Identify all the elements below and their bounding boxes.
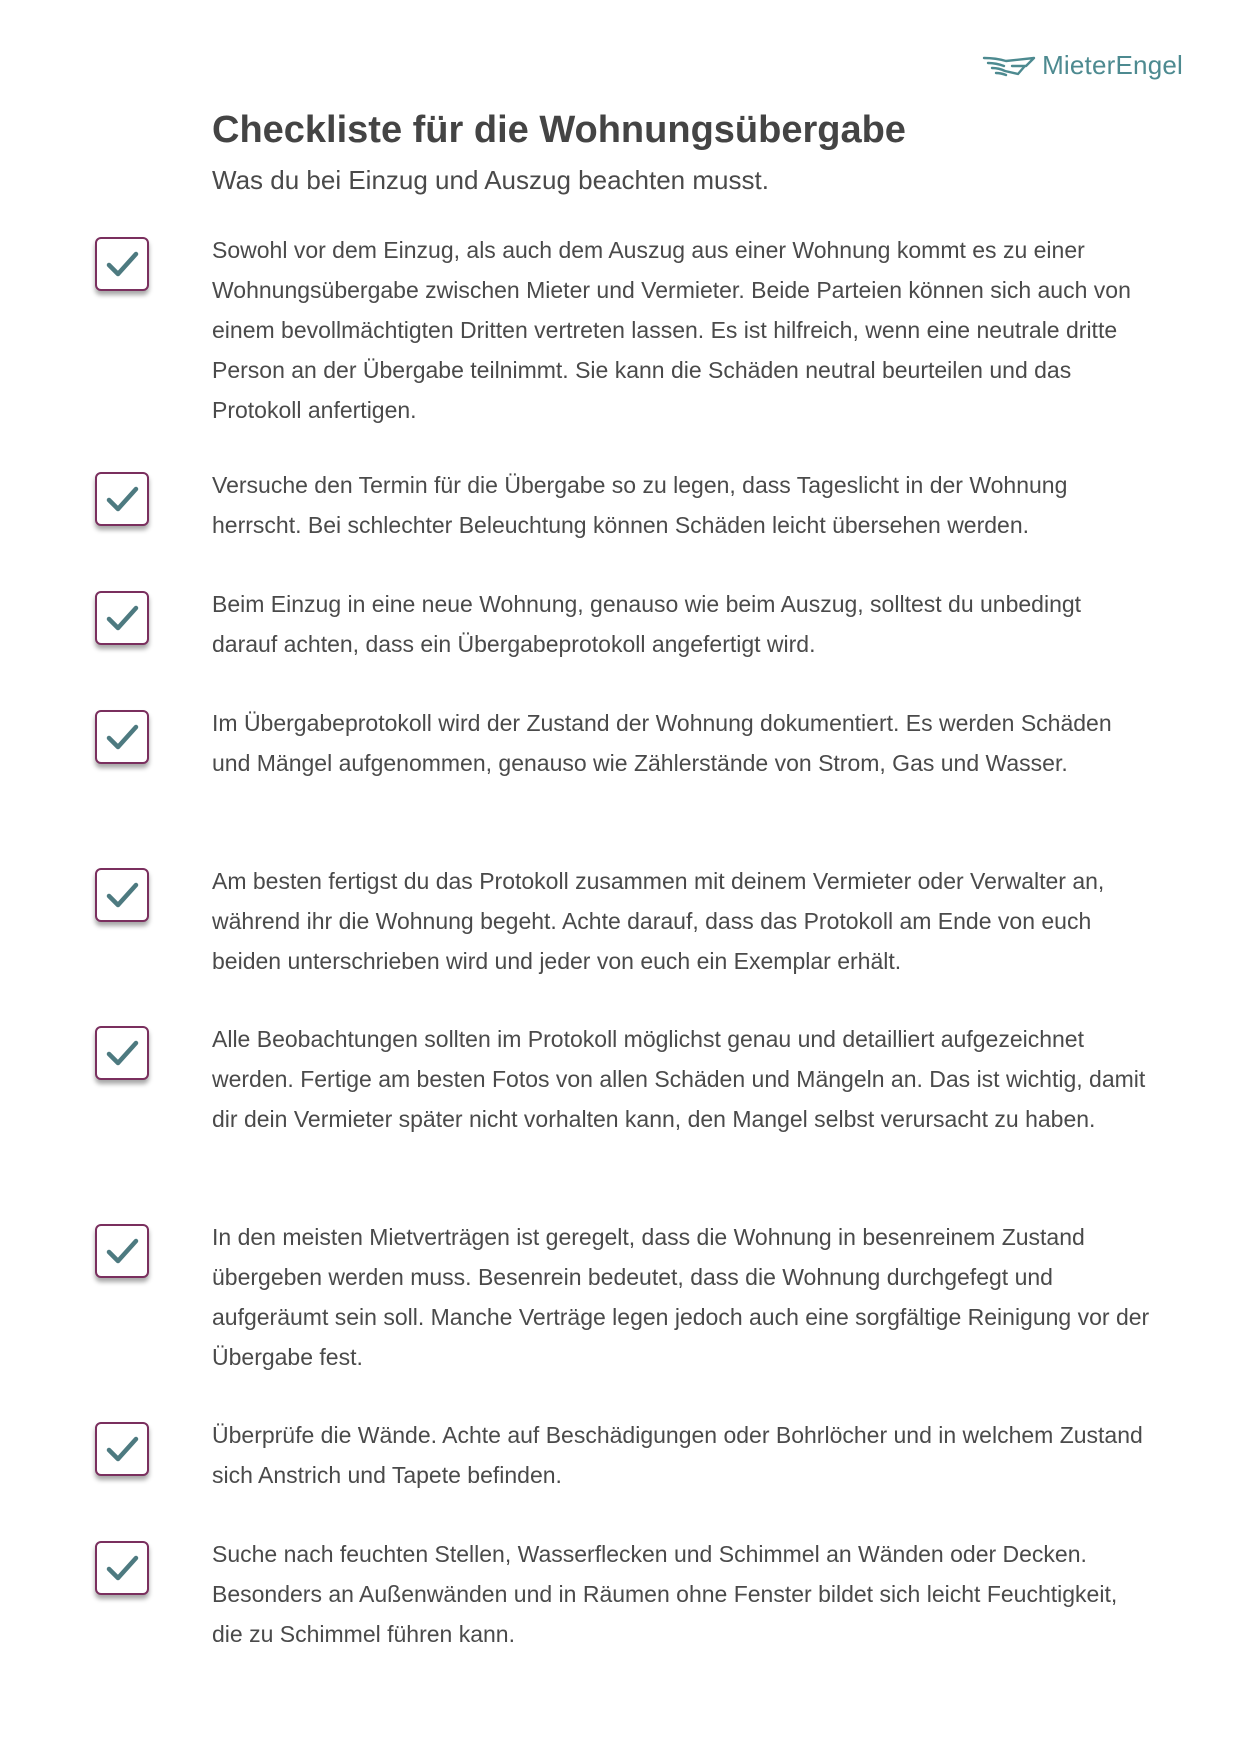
checkbox[interactable]: [95, 1541, 149, 1595]
checklist-item-text: Versuche den Termin für die Übergabe so zu legen, dass Tageslicht in der Wohnung herrscht. Bei schlechter Beleuchtung können Schäden leicht übersehen werden.: [212, 472, 1068, 538]
checkbox[interactable]: [95, 237, 149, 291]
checklist-item-text: In den meisten Mietverträgen ist geregelt, dass die Wohnung in besenreinem Zustand übergeben werden muss. Besenrein bedeutet, dass die Wohnung durchgefegt und aufgeräumt sein soll. Manche Verträge legen jedoch auch eine sorgfältige Reinigung vor der Übergabe fest.: [212, 1224, 1150, 1370]
checkmark-icon: [105, 1235, 139, 1267]
checkmark-icon: [105, 483, 139, 515]
checkmark-icon: [105, 602, 139, 634]
checkmark-icon: [105, 879, 139, 911]
checkbox[interactable]: [95, 1422, 149, 1476]
checkbox[interactable]: [95, 472, 149, 526]
checklist-item-text: Beim Einzug in eine neue Wohnung, genauso wie beim Auszug, solltest du unbedingt darauf achten, dass ein Übergabeprotokoll angefertigt wird.: [212, 591, 1082, 657]
checklist-item-text: Im Übergabeprotokoll wird der Zustand der Wohnung dokumentiert. Es werden Schäden und Mängel aufgenommen, genauso wie Zählerstände von Strom, Gas und Wasser.: [212, 710, 1112, 776]
checkbox[interactable]: [95, 1224, 149, 1278]
checkbox[interactable]: [95, 710, 149, 764]
checkbox[interactable]: [95, 1026, 149, 1080]
page-subtitle: Was du bei Einzug und Auszug beachten musst.: [212, 165, 769, 195]
checklist-item-text: Überprüfe die Wände. Achte auf Beschädigungen oder Bohrlöcher und in welchem Zustand sich Anstrich und Tapete befinden.: [212, 1422, 1143, 1488]
checkbox[interactable]: [95, 591, 149, 645]
page-title: Checkliste für die Wohnungsübergabe: [212, 109, 906, 151]
checkbox[interactable]: [95, 868, 149, 922]
checklist-item-text: Am besten fertigst du das Protokoll zusammen mit deinem Vermieter oder Verwalter an, während ihr die Wohnung begeht. Achte darauf, dass das Protokoll am Ende von euch beiden unterschrieben wird und jeder von euch ein Exemplar erhält.: [212, 868, 1105, 974]
checkmark-icon: [105, 248, 139, 280]
logo-text: MieterEngel: [1042, 50, 1183, 80]
checkmark-icon: [105, 1037, 139, 1069]
checklist-item-text: Alle Beobachtungen sollten im Protokoll möglichst genau und detailliert aufgezeichnet werden. Fertige am besten Fotos von allen Schäden und Mängeln an. Das ist wichtig, damit dir dein Vermieter später nicht vorhalten kann, den Mangel selbst verursacht zu haben.: [212, 1026, 1146, 1132]
checklist-item-text: Sowohl vor dem Einzug, als auch dem Auszug aus einer Wohnung kommt es zu einer Wohnungsübergabe zwischen Mieter und Vermieter. Beide Parteien können sich auch von einem bevollmächtigten Dritten vertreten lassen. Es ist hilfreich, wenn eine neutrale dritte Person an der Übergabe teilnimmt. Sie kann die Schäden neutral beurteilen und das Protokoll anfertigen.: [212, 237, 1131, 423]
checkmark-icon: [105, 721, 139, 753]
checklist-item-text: Suche nach feuchten Stellen, Wasserflecken und Schimmel an Wänden oder Decken. Besonders an Außenwänden und in Räumen ohne Fenster bildet sich leicht Feuchtigkeit, die zu Schimmel führen kann.: [212, 1541, 1118, 1647]
checkmark-icon: [105, 1552, 139, 1584]
checkmark-icon: [105, 1433, 139, 1465]
